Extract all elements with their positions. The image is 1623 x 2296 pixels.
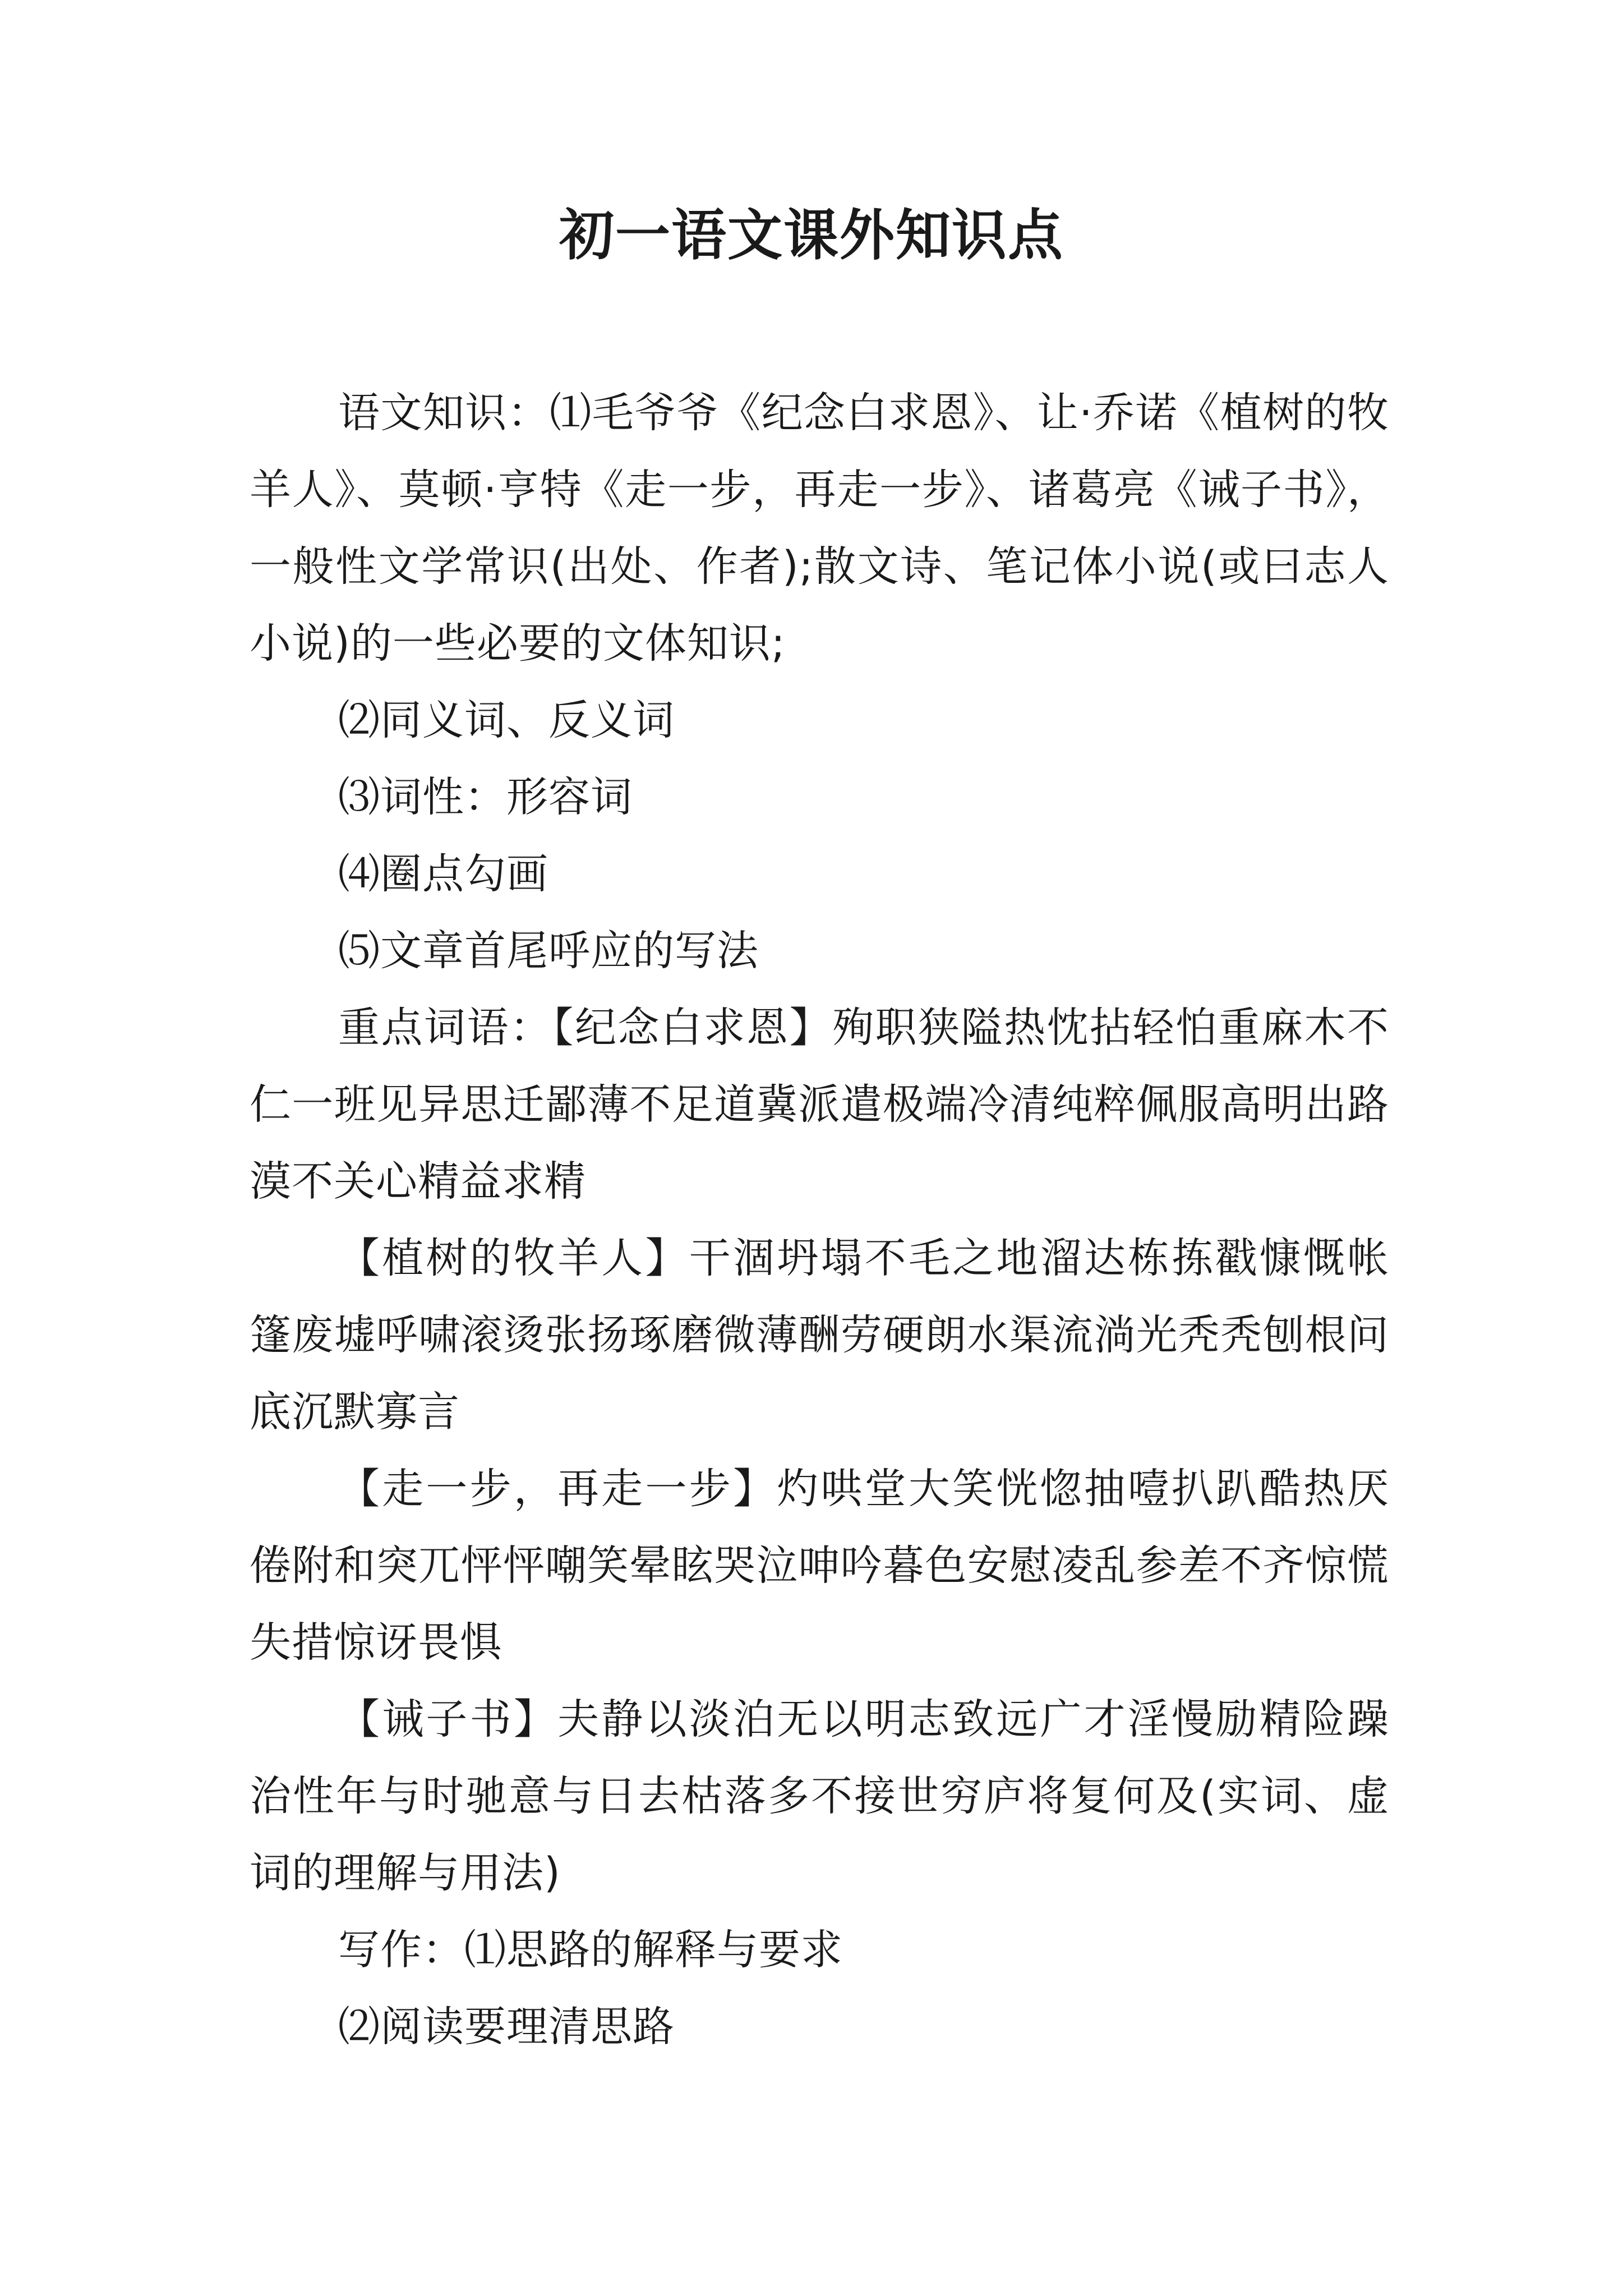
paragraph-reading-thinking: ⑵阅读要理清思路: [338, 2003, 675, 2051]
document-body: [250, 375, 1389, 2065]
paragraph-key-words-admonition: 【诫子书】夫静以淡泊无以明志致远广才淫慢励精险躁治性年与时驰意与日去枯落多不接世穷庐将复何及(实词、虚词的理解与用法): [250, 1695, 1389, 1897]
paragraph-echo-technique: ⑸文章首尾呼应的写法: [338, 927, 759, 975]
paragraph-synonyms: ⑵同义词、反义词: [338, 696, 675, 744]
paragraph-key-words-one-step: 【走一步，再走一步】灼哄堂大笑恍惚抽噎扒趴酷热厌倦附和突兀怦怦嘲笑晕眩哭泣呻吟暮色安慰凌乱参差不齐惊慌失措惊讶畏惧: [250, 1465, 1389, 1667]
paragraph-chinese-knowledge: 语文知识：⑴毛爷爷《纪念白求恩》、让·乔诺《植树的牧羊人》、莫顿·亨特《走一步，再走一步》、诸葛亮《诫子书》，一般性文学常识(出处、作者);散文诗、笔记体小说(或曰志人小说)的一些必要的文体知识;: [250, 389, 1389, 668]
paragraph-key-words-shepherd: 【植树的牧羊人】干涸坍塌不毛之地溜达栋拣戳慷慨帐篷废墟呼啸滚烫张扬琢磨微薄酬劳硬朗水渠流淌光秃秃刨根问底沉默寡言: [250, 1234, 1389, 1436]
paragraph-key-words-bethune: 重点词语：【纪念白求恩】殉职狭隘热忱拈轻怕重麻木不仁一班见异思迁鄙薄不足道冀派遣极端冷清纯粹佩服高明出路漠不关心精益求精: [250, 1004, 1389, 1205]
paragraph-part-of-speech: ⑶词性：形容词: [338, 773, 633, 821]
paragraph-annotation: ⑷圈点勾画: [338, 850, 548, 898]
page-title: 初一语文课外知识点: [559, 203, 1064, 268]
paragraph-writing-thinking: 写作：⑴思路的解释与要求: [338, 1926, 843, 1974]
